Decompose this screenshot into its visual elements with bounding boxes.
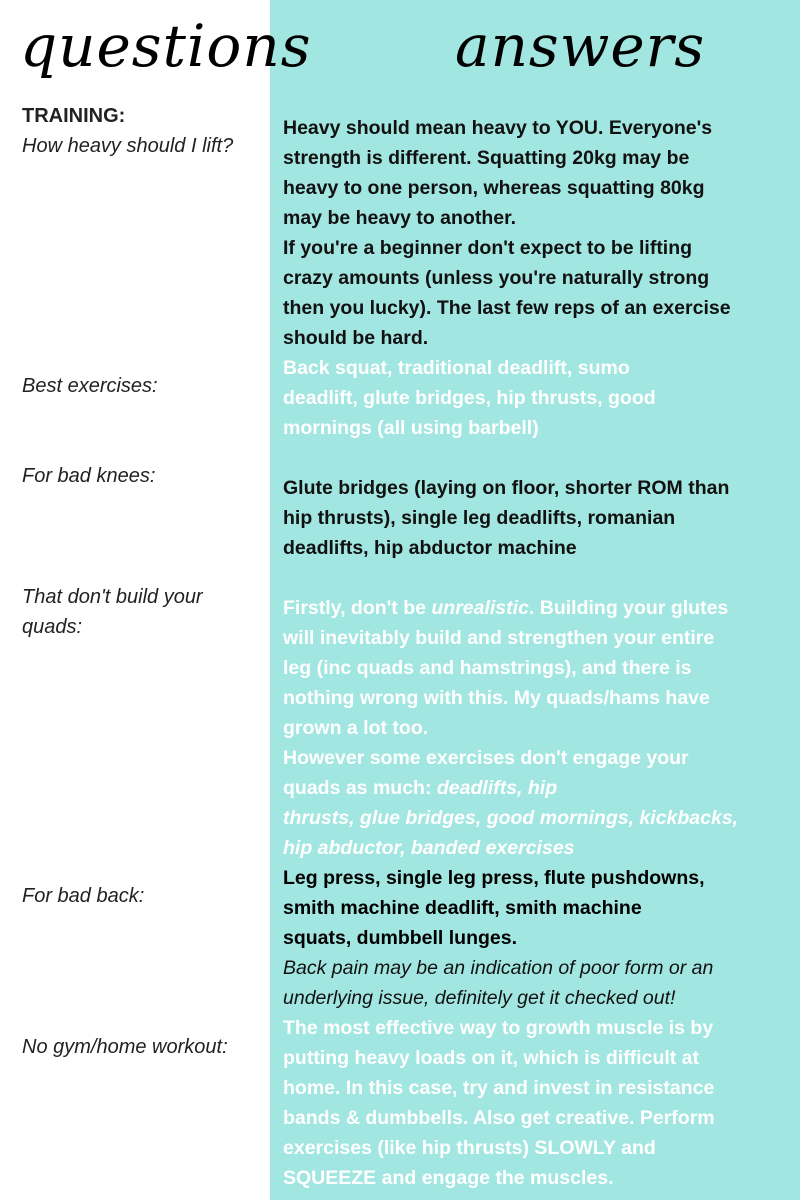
answer-line: nothing wrong with this. My quads/hams have [283, 687, 710, 709]
answer-line: home. In this case, try and invest in resistance [283, 1077, 715, 1099]
answer-line: will inevitably build and strengthen your entire [283, 627, 715, 649]
answer-line: deadlifts, hip abductor machine [283, 537, 577, 559]
answer-emphasis: deadlifts, hip [436, 777, 558, 799]
answer-line: heavy to one person, whereas squatting 80kg [283, 177, 705, 199]
answer-text: Firstly, don't be [283, 597, 432, 619]
answer-no-gym [283, 1013, 798, 1193]
answer-line: strength is different. Squatting 20kg may be [283, 147, 690, 169]
answer-line: Back pain may be an indication of poor form or an [283, 957, 714, 979]
answer-line: Leg press, single leg press, flute pushdowns, [283, 867, 705, 889]
answer-how-heavy [283, 113, 798, 353]
answer-line: The most effective way to growth muscle is by [283, 1017, 714, 1039]
answer-line: Glute bridges (laying on floor, shorter ROM than [283, 477, 730, 499]
answer-line: squats, dumbbell lunges. [283, 927, 518, 949]
question-no-gym: No gym/home workout: [22, 1036, 228, 1058]
answer-line: If you're a beginner don't expect to be lifting [283, 237, 693, 259]
answer-emphasis: unrealistic [431, 597, 529, 619]
question-bad-back: For bad back: [22, 885, 145, 907]
answer-line [283, 773, 798, 803]
question-no-quads-line: quads: [22, 616, 83, 638]
answer-best-exercises [283, 353, 798, 443]
answer-line: should be hard. [283, 327, 429, 349]
answer-line: bands & dumbbells. Also get creative. Perform [283, 1107, 715, 1129]
question-no-quads [22, 582, 267, 642]
answer-line: crazy amounts (unless you're naturally strong [283, 267, 710, 289]
answer-line: hip abductor, banded exercises [283, 837, 575, 859]
answer-line: leg (inc quads and hamstrings), and there is [283, 657, 692, 679]
answers-heading: answers [455, 12, 706, 80]
answer-line: grown a lot too. [283, 717, 429, 739]
answer-text: quads as much: [283, 777, 437, 799]
answer-bad-back [283, 863, 798, 953]
training-label: TRAINING: [22, 105, 126, 127]
answer-line: Heavy should mean heavy to YOU. Everyone's [283, 117, 713, 139]
answer-line: However some exercises don't engage your [283, 747, 689, 769]
answer-bad-back-note [283, 953, 798, 1013]
answer-line [283, 593, 798, 623]
answer-line: putting heavy loads on it, which is difficult at [283, 1047, 700, 1069]
answer-line: hip thrusts), single leg deadlifts, romanian [283, 507, 676, 529]
answer-no-quads [283, 593, 798, 863]
question-bad-knees: For bad knees: [22, 465, 156, 487]
answer-line: may be heavy to another. [283, 207, 517, 229]
questions-heading: questions [20, 12, 312, 80]
answer-bad-knees [283, 473, 798, 563]
answer-line: deadlift, glute bridges, hip thrusts, good [283, 387, 656, 409]
question-how-heavy: How heavy should I lift? [22, 135, 234, 157]
question-no-quads-line: That don't build your [22, 586, 203, 608]
answer-line: SQUEEZE and engage the muscles. [283, 1167, 614, 1189]
answer-line: Back squat, traditional deadlift, sumo [283, 357, 630, 379]
answer-line: mornings (all using barbell) [283, 417, 539, 439]
answer-text: . Building your glutes [528, 597, 729, 619]
answer-line: thrusts, glue bridges, good mornings, kickbacks, [283, 807, 739, 829]
answer-line: smith machine deadlift, smith machine [283, 897, 642, 919]
answer-line: exercises (like hip thrusts) SLOWLY and [283, 1137, 656, 1159]
answer-line: underlying issue, definitely get it checked out! [283, 987, 676, 1009]
question-best-exercises: Best exercises: [22, 375, 158, 397]
answer-line: then you lucky). The last few reps of an exercise [283, 297, 731, 319]
